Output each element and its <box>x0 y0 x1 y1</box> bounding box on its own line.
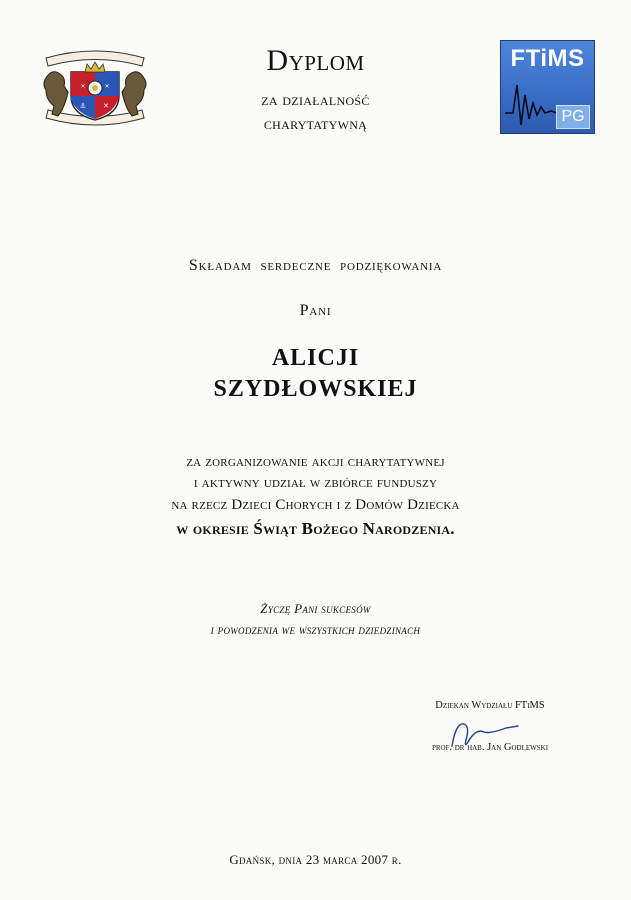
signatory-name: prof. dr hab. Jan Godlewski <box>431 742 549 753</box>
thanks-line: Składam serdeczne podziękowania <box>188 257 443 274</box>
ftims-logo-text: FTiMS <box>510 45 585 72</box>
diploma-subtitle-line1: za działalność <box>261 90 370 109</box>
svg-text:✕: ✕ <box>103 102 109 110</box>
wish-line-2: i powodzenia we wszystkich dziedzinach <box>210 622 421 637</box>
diploma-subtitle-line2: charytatywną <box>263 114 368 133</box>
pg-logo-text: PG <box>561 108 585 125</box>
svg-text:⚓: ⚓ <box>79 102 87 110</box>
wish-line-1: Życzę Pani sukcesów <box>260 601 371 616</box>
body-line-4: w okresie Świąt Bożego Narodzenia. <box>176 519 455 538</box>
recipient-last-name: SZYDŁOWSKIEJ <box>213 376 418 402</box>
signatory-title: Dziekan Wydziału FTiMS <box>435 700 545 711</box>
svg-text:✕: ✕ <box>80 83 86 90</box>
body-line-3: na rzecz Dzieci Chorych i z Domów Dziecka <box>171 497 460 513</box>
recipient-first-name: ALICJI <box>271 345 360 371</box>
svg-text:✕: ✕ <box>104 83 110 90</box>
addressee-salutation: Pani <box>299 302 332 319</box>
body-line-2: i aktywny udział w zbiórce funduszy <box>193 475 438 491</box>
place-and-date: Gdańsk, dnia 23 marca 2007 r. <box>229 852 402 867</box>
diploma-title: Dyplom <box>266 44 365 77</box>
body-line-1: za zorganizowanie akcji charytatywnej <box>186 454 445 470</box>
